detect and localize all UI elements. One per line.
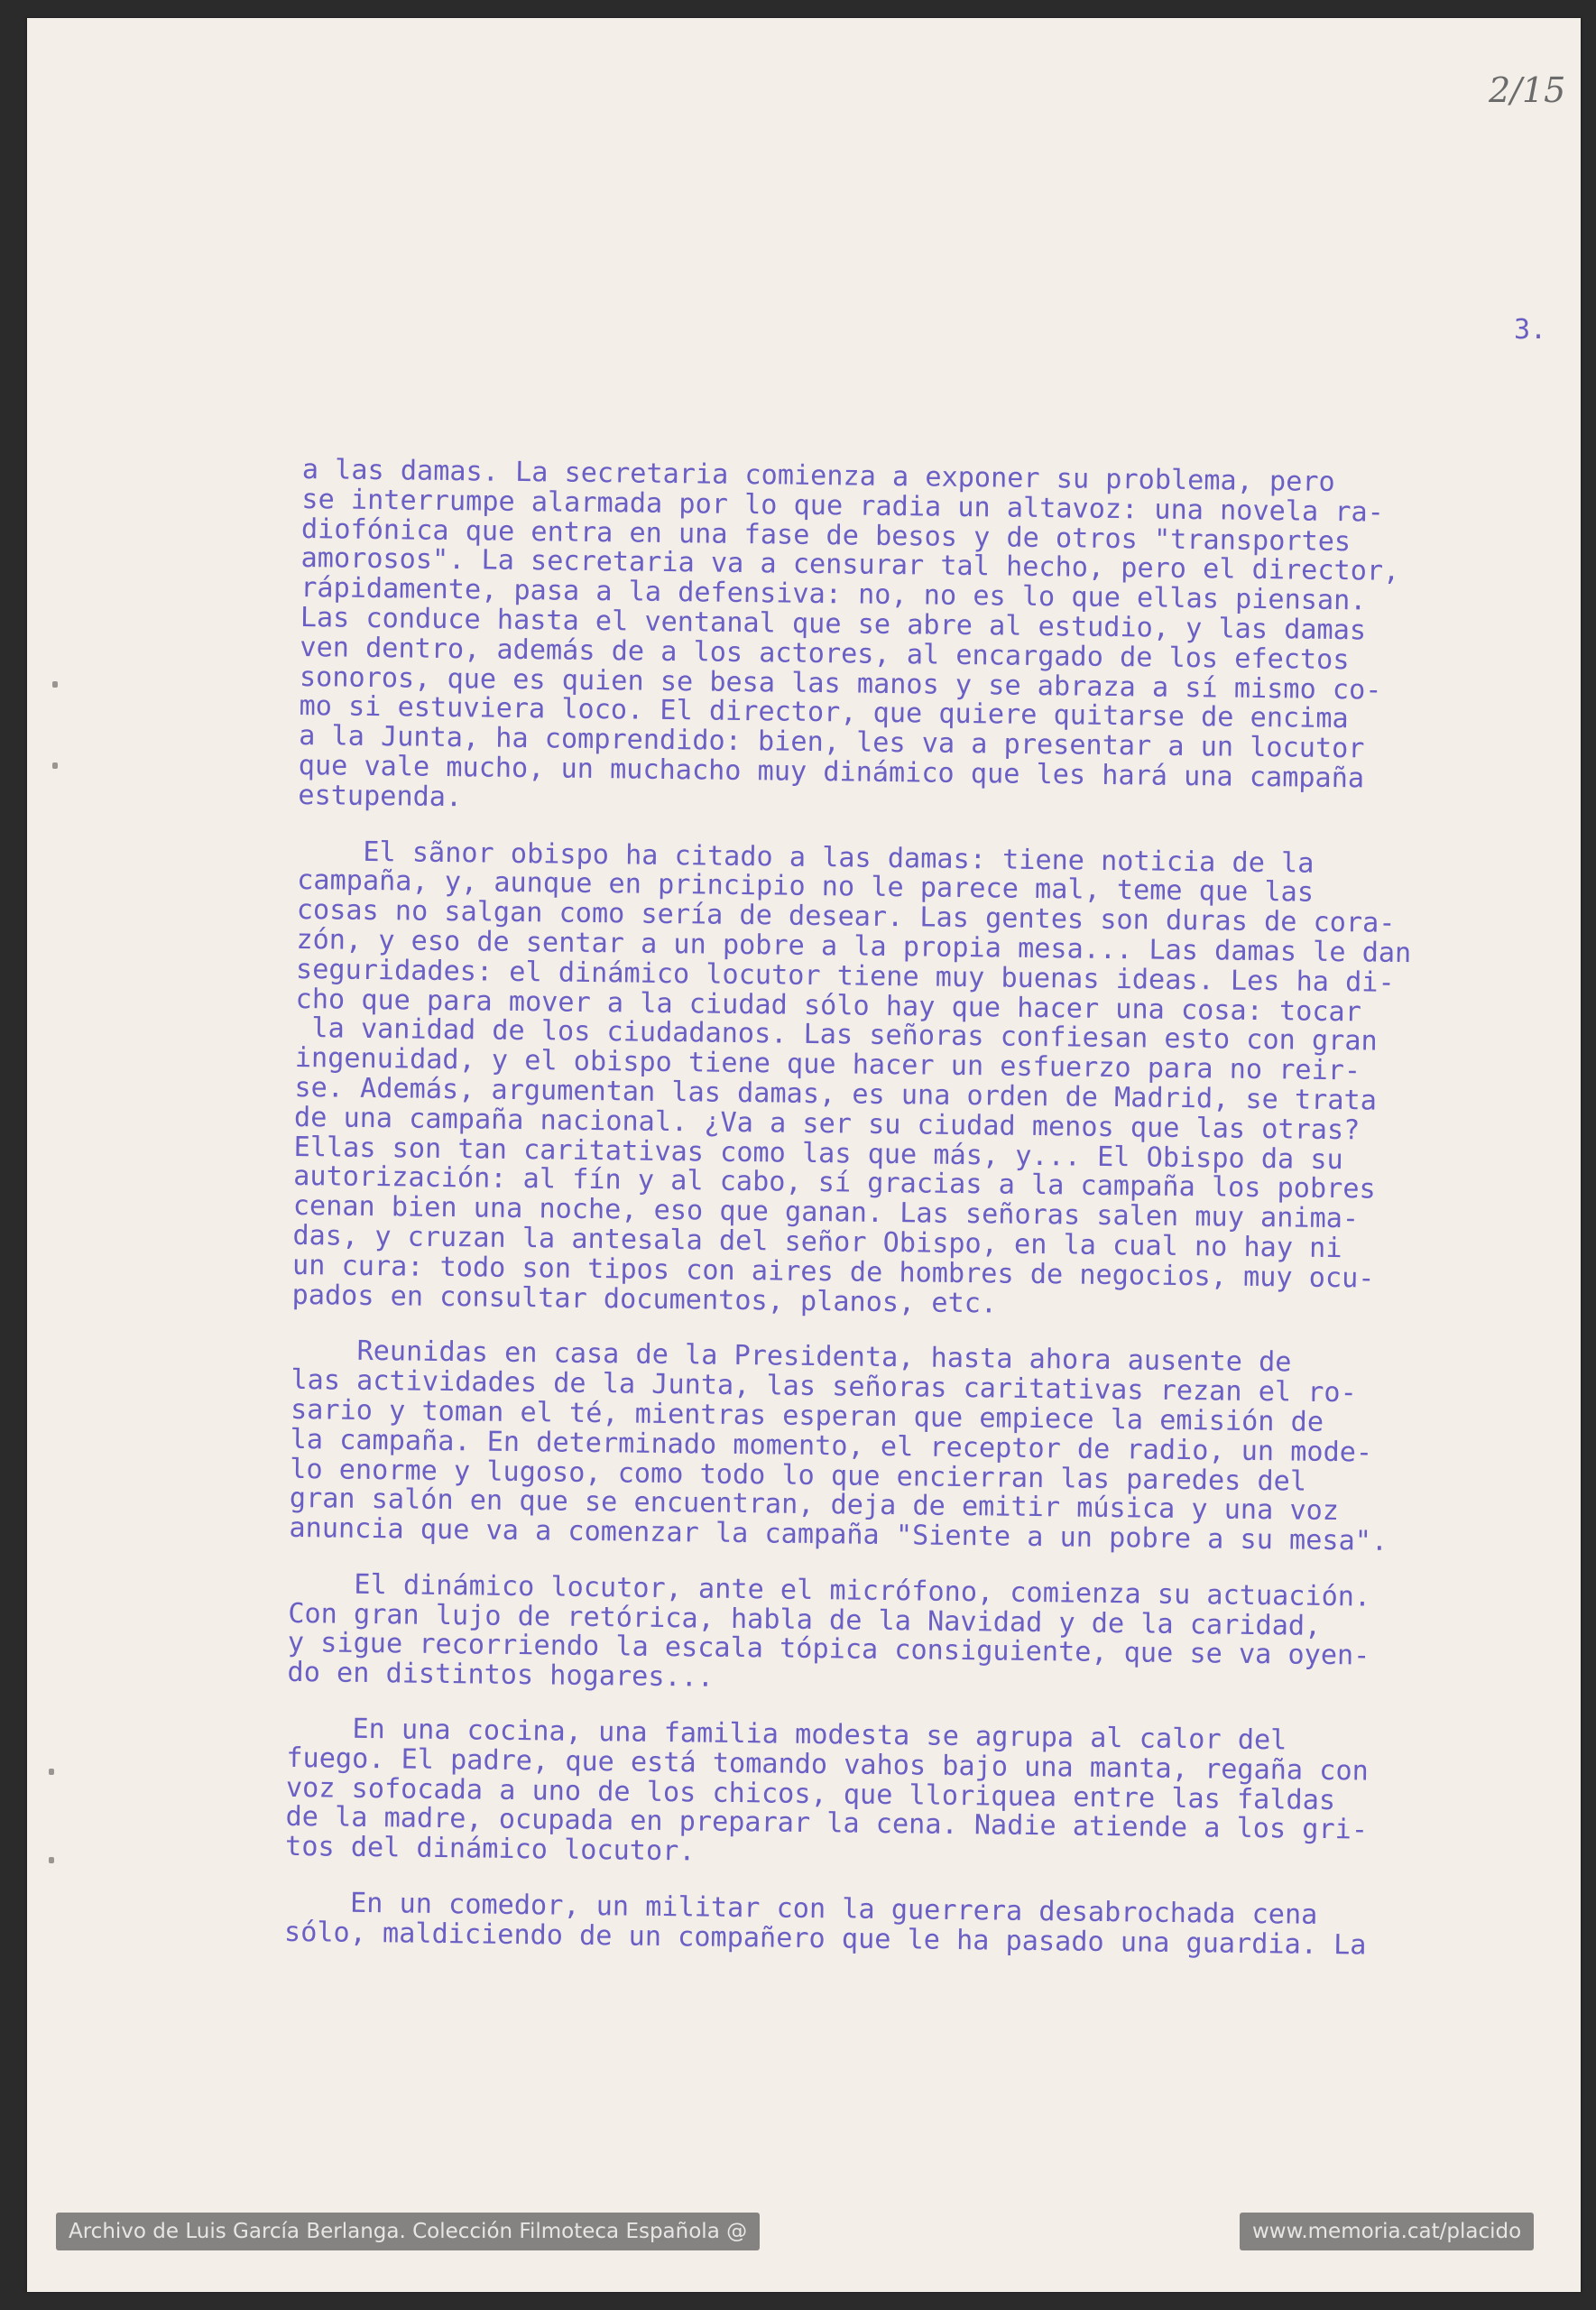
punch-hole-mark bbox=[49, 1857, 54, 1863]
punch-hole-mark bbox=[49, 1769, 54, 1775]
website-link[interactable]: www.memoria.cat/placido bbox=[1240, 2213, 1534, 2250]
paragraph: El dinámico locutor, ante el micrófono, comienza su actuación. Con gran lujo de retórica, habla de la Navidad y de la caridad, y sigue recorriendo la escala tópica consiguiente, que se va oyen- do en distintos hogares... bbox=[287, 1567, 1371, 1694]
handwritten-page-note: 2/15 bbox=[1489, 70, 1566, 110]
punch-hole-mark bbox=[52, 762, 58, 769]
page-number: 3. bbox=[1514, 314, 1547, 346]
archive-credit-caption: Archivo de Luis García Berlanga. Colección Filmoteca Española @ bbox=[56, 2213, 760, 2250]
typewritten-page bbox=[27, 18, 1581, 2292]
paragraph: a las damas. La secretaria comienza a exponer su problema, pero se interrumpe alarmada por lo que radia un altavoz: una novela ra- diofónica que entra en una fase de besos y de otros "transportes amorosos". La secretaria va a censurar tal hecho, pero el director, rápidamente, pasa a la defensiva: no, no es lo que ellas piensan. Las conduce hasta el ventanal que se abre al estudio, y las damas ven dentro, además de a los actores, al encargado de los efectos sonoros, que es quien se besa las manos y se abraza a sí mismo co- mo si estuviera loco. El director, que quiere quitarse de encima a la Junta, ha comprendido: bien, les va a presentar a un locutor que vale mucho, un muchacho muy dinámico que les hará una campaña estupenda. bbox=[298, 454, 1400, 813]
paragraph: En un comedor, un militar con la guerrera desabrochada cena sólo, maldiciendo de un compañero que le ha pasado una guardia. La bbox=[283, 1886, 1367, 1962]
paragraph: En una cocina, una familia modesta se agrupa al calor del fuego. El padre, que está tomando vahos bajo una manta, regaña con voz sofocada a uno de los chicos, que lloriquea entre las faldas de la madre, ocupada en preparar la cena. Nadie atiende a los gri- tos del dinámico locutor. bbox=[284, 1712, 1370, 1868]
paragraph: El sãnor obispo ha citado a las damas: tiene noticia de la campaña, y, aunque en principio no le parece mal, teme que las cosas no salgan como sería de desear. Las gentes son duras de cora- zón, y eso de sentar a un pobre a la propia mesa... Las damas le dan seguridades: el dinámico locutor tiene muy buenas ideas. Les ha di- cho que para mover a la ciudad sólo hay que hacer una cosa: tocar la vanidad de los ciudadanos. Las señoras confiesan esto con gran ingenuidad, y el obispo tiene que hacer un esfuerzo para no reir- se. Además, argumentan las damas, es una orden de Madrid, se trata de una campaña nacional. ¿Va a ser su ciudad menos que las otras? Ellas son tan caritativas como las que más, y... El Obispo da su autorización: al fín y al cabo, sí gracias a la campaña los pobres cenan bien una noche, eso que ganan. Las señoras salen muy anima- das, y cruzan la antesala del señor Obispo, en la cual no hay ni un cura: todo son tipos con aires de hombres de negocios, muy ocu- pados en consultar documentos, planos, etc. bbox=[291, 835, 1412, 1319]
paragraph: Reunidas en casa de la Presidenta, hasta ahora ausente de las actividades de la Junta, las señoras caritativas rezan el ro- sario y toman el té, mientras esperan que empiece la emisión de la campaña. En determinado momento, el receptor de radio, un mode- lo enorme y lugoso, como todo lo que encierran las paredes del gran salón en que se encuentran, deja de emitir música y una voz anuncia que va a comenzar la campaña "Siente a un pobre a su mesa". bbox=[289, 1335, 1388, 1557]
script-body-text bbox=[283, 456, 1564, 1990]
punch-hole-mark bbox=[52, 681, 58, 688]
